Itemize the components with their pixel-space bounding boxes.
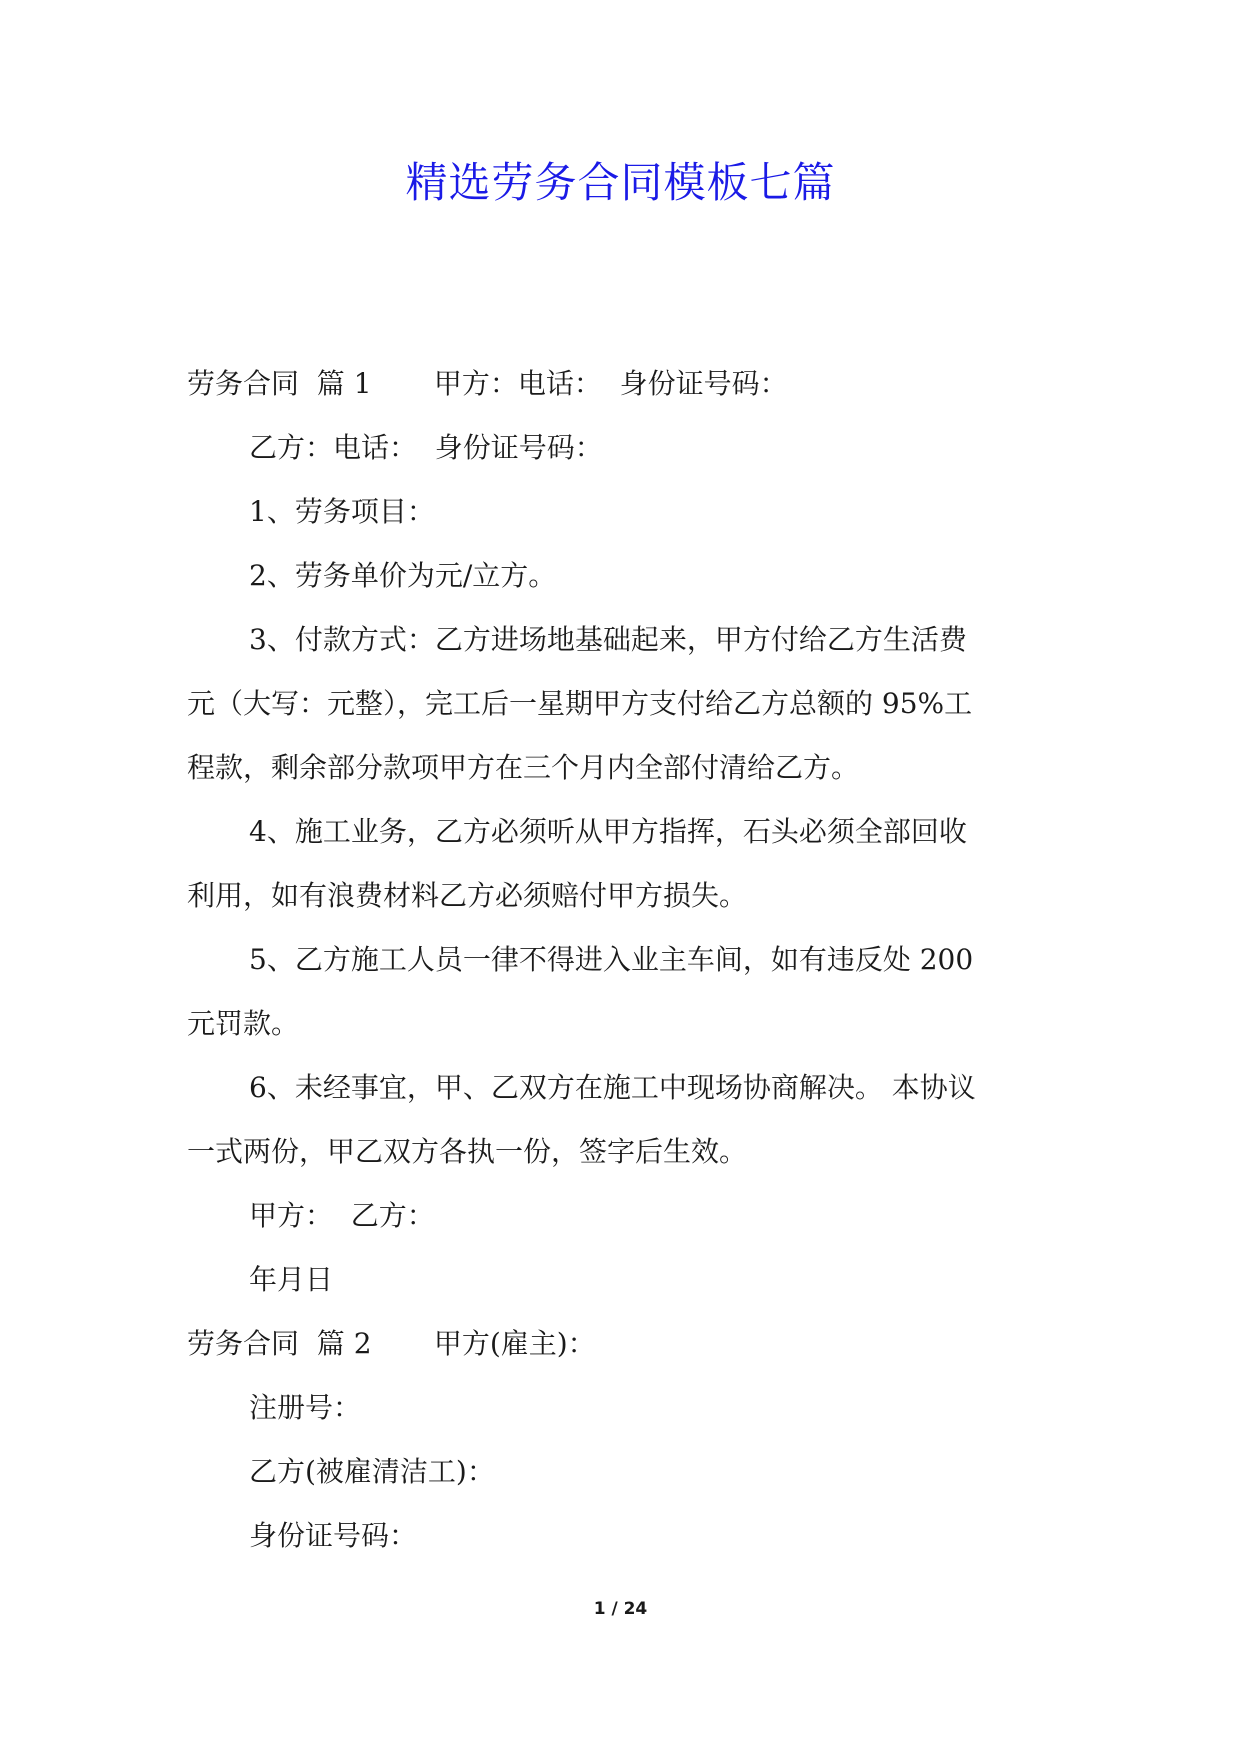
registration-number-line: 注册号： bbox=[249, 1391, 362, 1424]
clause-3-line-3: 程款，剩余部分款项甲方在三个月内全部付清给乙方。 bbox=[187, 751, 860, 784]
party-b-cleaner-line: 乙方(被雇清洁工)： bbox=[249, 1455, 495, 1488]
clause-5-line-1: 5、乙方施工人员一律不得进入业主车间，如有违反处 200 bbox=[249, 943, 974, 976]
document-title: 精选劳务合同模板七篇 bbox=[405, 158, 836, 207]
clause-1: 1、劳务项目： bbox=[249, 495, 435, 528]
clause-3-line-1: 3、付款方式：乙方进场地基础起来，甲方付给乙方生活费 bbox=[249, 623, 967, 656]
section-heading-1: 劳务合同 篇 1 甲方：电话： 身份证号码： bbox=[187, 367, 788, 400]
clause-4-line-2: 利用，如有浪费材料乙方必须赔付甲方损失。 bbox=[187, 879, 748, 912]
party-b-line: 乙方：电话： 身份证号码： bbox=[249, 431, 603, 464]
clause-6-line-1: 6、未经事宜，甲、乙双方在施工中现场协商解决。 本协议 bbox=[249, 1071, 976, 1104]
document-body bbox=[187, 352, 1052, 1568]
clause-6-line-2: 一式两份，甲乙双方各执一份，签字后生效。 bbox=[187, 1135, 748, 1168]
signature-line: 甲方： 乙方： bbox=[249, 1199, 435, 1232]
clause-3-line-2: 元（大写：元整），完工后一星期甲方支付给乙方总额的 95%工 bbox=[187, 687, 973, 720]
section-heading-2: 劳务合同 篇 2 甲方(雇主)： bbox=[187, 1327, 596, 1360]
clause-5-line-2: 元罚款。 bbox=[187, 1007, 300, 1040]
clause-2: 2、劳务单价为元/立方。 bbox=[249, 559, 557, 592]
date-line: 年月日 bbox=[249, 1263, 334, 1296]
clause-4-line-1: 4、施工业务，乙方必须听从甲方指挥，石头必须全部回收 bbox=[249, 815, 967, 848]
page-number: 1 / 24 bbox=[593, 1599, 648, 1619]
id-number-line: 身份证号码： bbox=[249, 1519, 418, 1552]
